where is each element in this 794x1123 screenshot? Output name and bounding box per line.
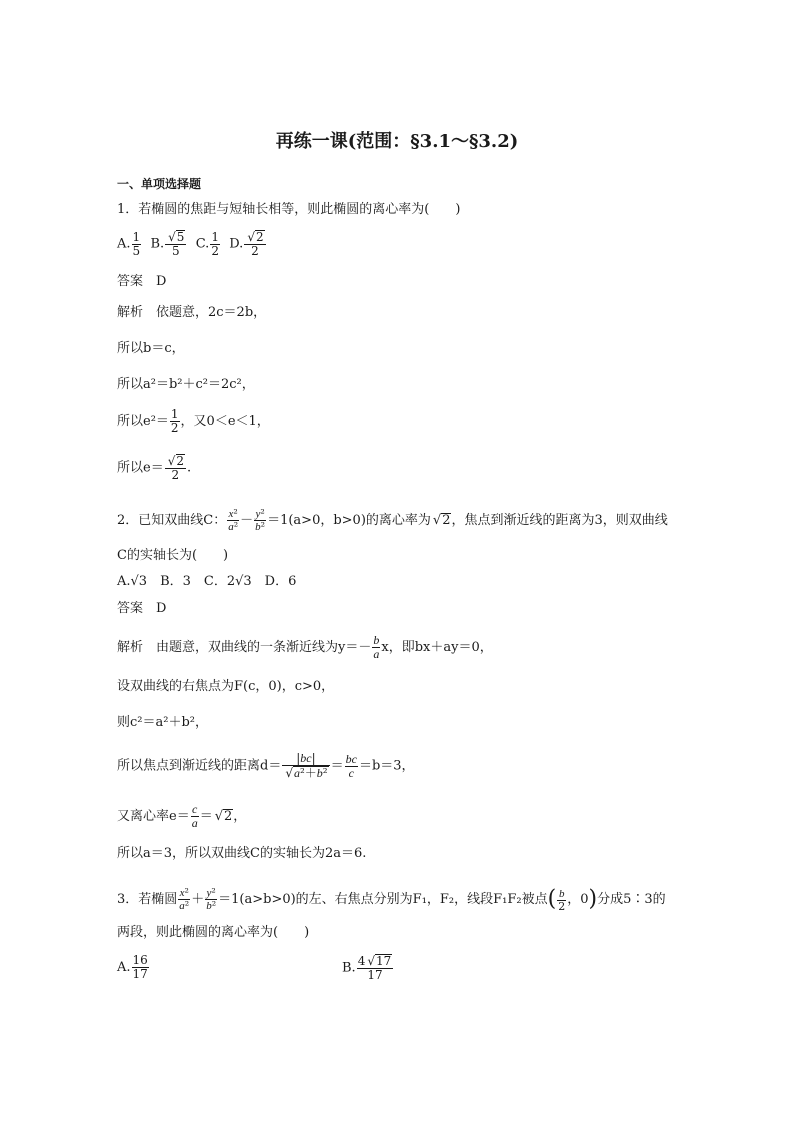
q2-stem: 2．已知双曲线C： $\frac{\text{x²}}{\text{a²}}$ － $\frac{\text{y²}}{\text{b²}}$ ＝1(a>0，b>0)的离心率为√ 2，焦点到渐近线的距离为3，则双曲线 [117,508,668,533]
q2-solution-line: 解析 由题意，双曲线的一条渐近线为y＝－ $\frac{b}{a}$ x，即bx＋ay＝0， [117,633,493,661]
q3-stem: 3．若椭圆 $\frac{\text{x²}}{\text{a²}}$ ＋ $\frac{\text{y²}}{\text{b²}}$ ＝1(a>b>0)的左、右焦点分别为F₁，F₂，线段F₁F₂被点( $\frac{b}{2}$ ，0)分成5∶3的 [117,886,666,913]
q2-solution-line: 所以a＝3，所以双曲线C的实轴长为2a＝6. [117,846,367,861]
page-title: 再练一课(范围：§3.1～§3.2) [275,131,519,152]
q1-stem: 1．若椭圆的焦距与短轴长相等，则此椭圆的离心率为( ) [117,202,461,217]
q2-solution-line: 又离心率e＝ $\frac{c}{a}$ ＝√ 2， [117,803,246,830]
q2-options: A.√3 B．3 C．2√3 D．6 [117,574,297,589]
q2-solution-line: 所以焦点到渐近线的距离d＝ |bc| √ a²＋b² ＝ $\frac{bc}{c}$ ＝b＝3， [117,752,415,780]
q1-solution-line: 所以e＝ √ $\frac{2}{2}$ . [117,454,191,482]
q1-solution-line: 所以e²＝ $\frac{1}{2}$ ，又0＜e＜1， [117,407,270,435]
q2-stem-line2: C的实轴长为( ) [117,548,229,563]
q1-solution-line: 所以a²＝b²＋c²＝2c²， [117,377,255,392]
q3-option-a: A. $\frac{16}{17}$ [117,953,148,981]
q2-solution-line: 则c²＝a²＋b²， [117,715,208,730]
q1-solution-line: 解析 依题意，2c＝2b， [117,305,267,320]
q3-stem-line2: 两段，则此椭圆的离心率为( ) [117,925,310,940]
q1-solution-line: 所以b＝c， [117,341,185,356]
q2-answer: 答案 D [117,601,167,616]
section-heading: 一、单项选择题 [117,177,202,191]
q3-option-b: B. $\frac{4√ 17}{17}$ [342,954,394,982]
q1-options: A. $\frac{1}{5}$ B. √ $\frac{5}{5}$ C. $\frac{1}{2}$ D. √ $\frac{2}{2}$ [117,230,267,258]
q2-solution-line: 设双曲线的右焦点为F(c，0)，c>0， [117,679,335,694]
q1-answer: 答案 D [117,274,167,289]
